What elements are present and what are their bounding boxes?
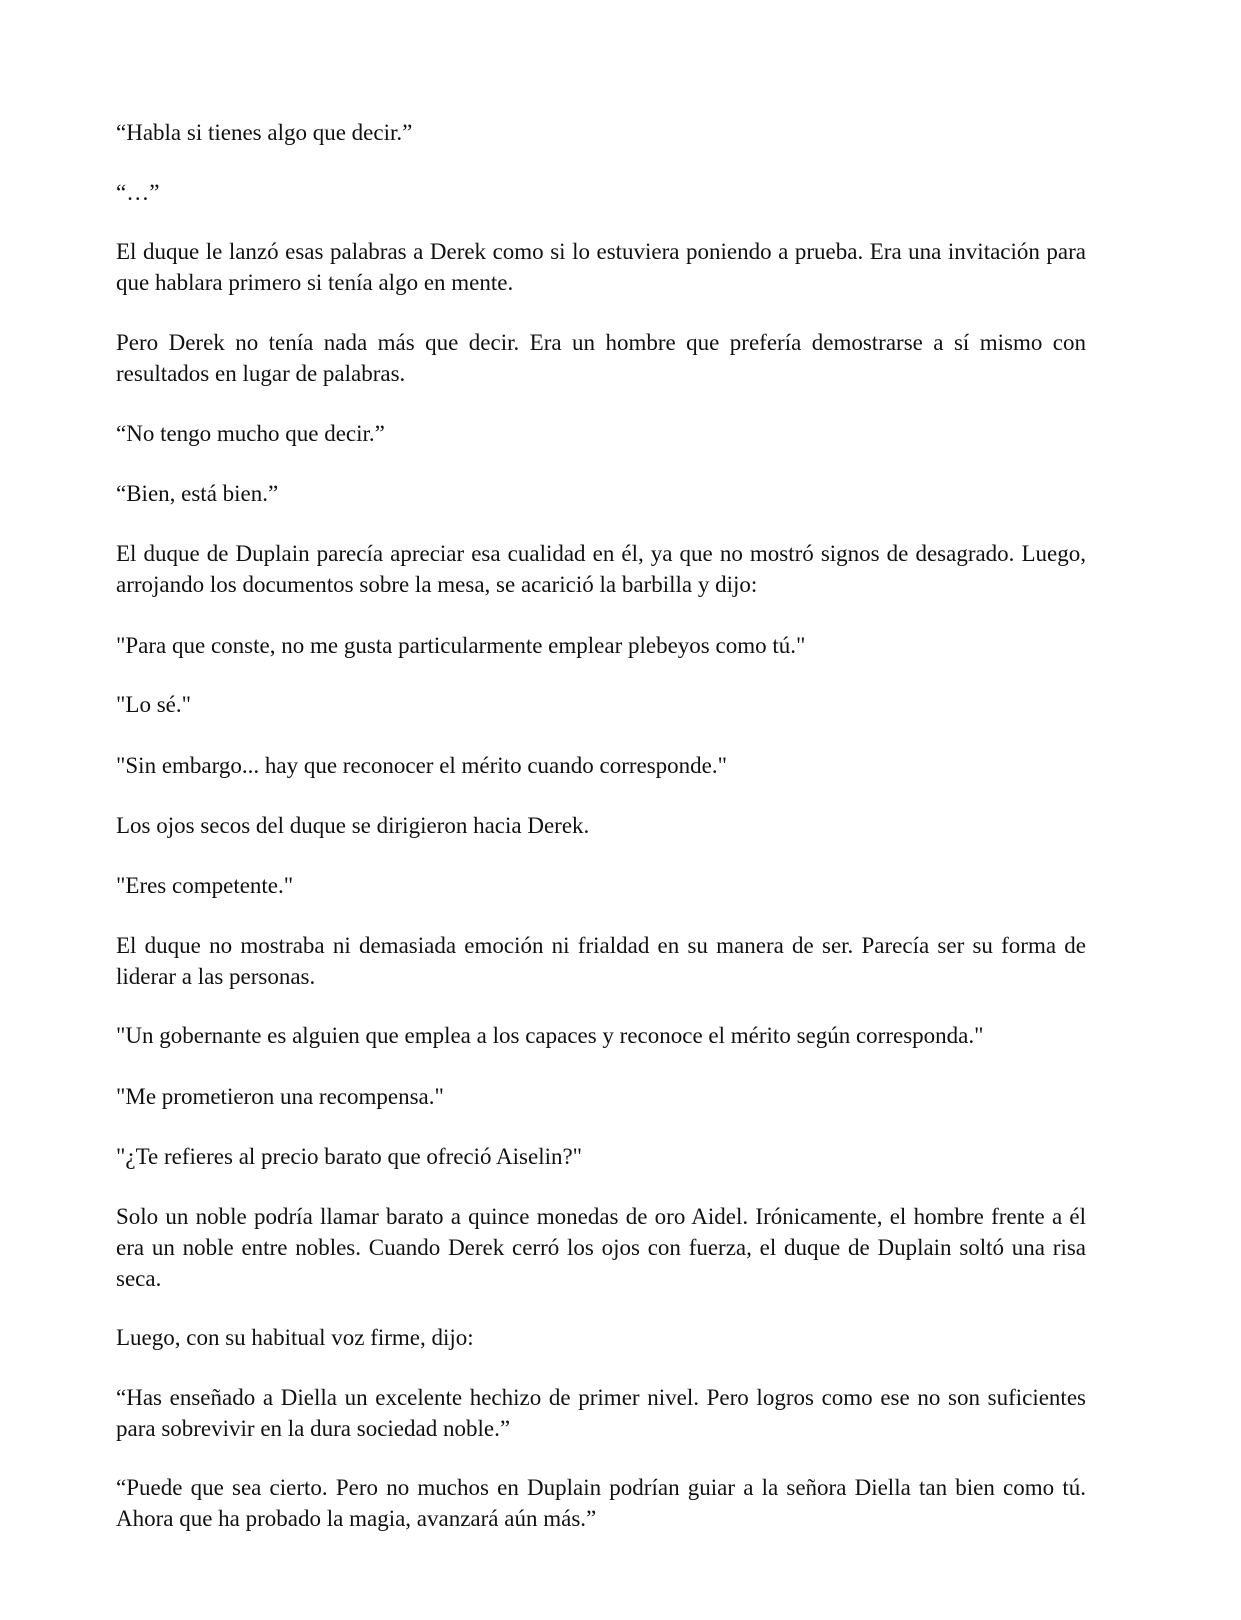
paragraph-14: "Un gobernante es alguien que emplea a los capaces y reconoce el mérito según corresponda." <box>116 1023 984 1048</box>
paragraph-13: El duque no mostraba ni demasiada emoción ni frialdad en su manera de ser. Parecía ser su forma de liderar a las personas. <box>116 933 1086 989</box>
paragraph-4: Pero Derek no tenía nada más que decir. Era un hombre que prefería demostrarse a sí mismo con resultados en lugar de palabras. <box>116 330 1086 386</box>
paragraph-20: “Puede que sea cierto. Pero no muchos en Duplain podrían guiar a la señora Diella tan bien como tú. Ahora que ha probado la magia, avanzará aún más.” <box>116 1475 1086 1531</box>
paragraph-11: Los ojos secos del duque se dirigieron hacia Derek. <box>116 813 590 838</box>
paragraph-17: Solo un noble podría llamar barato a quince monedas de oro Aidel. Irónicamente, el hombre frente a él era un noble entre nobles. Cuando Derek cerró los ojos con fuerza, el duque de Duplain soltó una risa seca. <box>116 1204 1086 1291</box>
paragraph-9: "Lo sé." <box>116 692 191 717</box>
paragraph-1: “Habla si tienes algo que decir.” <box>116 120 413 145</box>
paragraph-7: El duque de Duplain parecía apreciar esa cualidad en él, ya que no mostró signos de desagrado. Luego, arrojando los documentos sobre la mesa, se acarició la barbilla y dijo: <box>116 541 1086 597</box>
paragraph-10: "Sin embargo... hay que reconocer el mérito cuando corresponde." <box>116 753 728 778</box>
paragraph-12: "Eres competente." <box>116 873 294 898</box>
paragraph-5: “No tengo mucho que decir.” <box>116 421 385 446</box>
paragraph-19: “Has enseñado a Diella un excelente hechizo de primer nivel. Pero logros como ese no son suficientes para sobrevivir en la dura sociedad noble.” <box>116 1385 1086 1441</box>
paragraph-3: El duque le lanzó esas palabras a Derek como si lo estuviera poniendo a prueba. Era una invitación para que hablara primero si tenía algo en mente. <box>116 239 1086 295</box>
paragraph-16: "¿Te refieres al precio barato que ofreció Aiselin?" <box>116 1144 583 1169</box>
paragraph-2: “…” <box>116 180 160 205</box>
paragraph-8: "Para que conste, no me gusta particularmente emplear plebeyos como tú." <box>116 633 806 658</box>
paragraph-15: "Me prometieron una recompensa." <box>116 1084 444 1109</box>
paragraph-18: Luego, con su habitual voz firme, dijo: <box>116 1325 474 1350</box>
paragraph-6: “Bien, está bien.” <box>116 481 279 506</box>
